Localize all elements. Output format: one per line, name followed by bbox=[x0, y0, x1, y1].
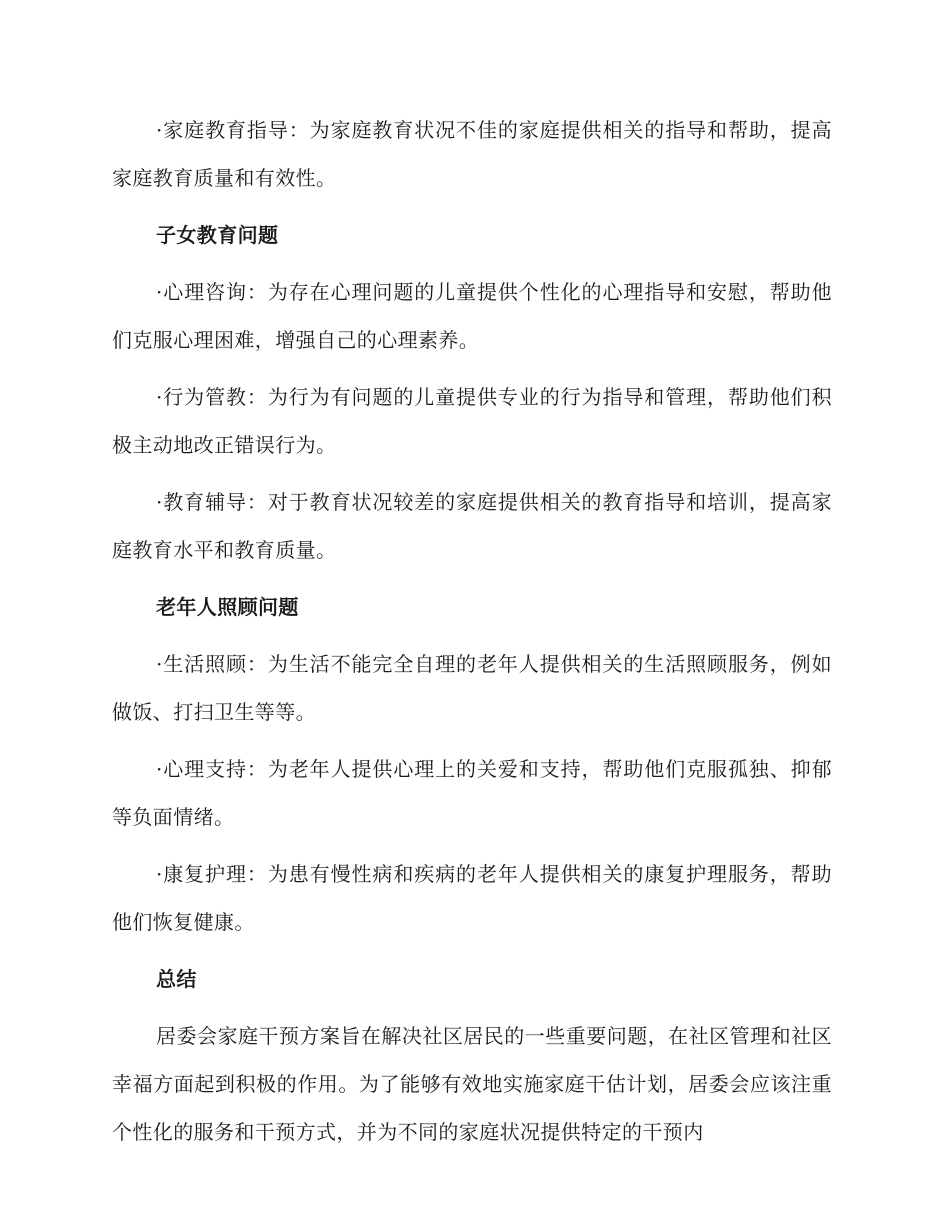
bullet-psychological-counseling: ·心理咨询：为存在心理问题的儿童提供个性化的心理指导和安慰，帮助他们克服心理困难，增强自己的心理素养。 bbox=[112, 280, 832, 352]
summary-paragraph: 居委会家庭干预方案旨在解决社区居民的一些重要问题，在社区管理和社区幸福方面起到积极的作用。为了能够有效地实施家庭干估计划，居委会应该注重个性化的服务和干预方式，并为不同的家庭状况提供特定的干预内 bbox=[112, 1024, 832, 1144]
bullet-behavior-discipline: ·行为管教：为行为有问题的儿童提供专业的行为指导和管理，帮助他们积极主动地改正错误行为。 bbox=[112, 385, 832, 457]
bullet-rehabilitation-nursing: ·康复护理：为患有慢性病和疾病的老年人提供相关的康复护理服务，帮助他们恢复健康。 bbox=[112, 862, 832, 934]
bullet-family-education-guidance: ·家庭教育指导：为家庭教育状况不佳的家庭提供相关的指导和帮助，提高家庭教育质量和有效性。 bbox=[112, 118, 832, 190]
bullet-education-tutoring: ·教育辅导：对于教育状况较差的家庭提供相关的教育指导和培训，提高家庭教育水平和教育质量。 bbox=[112, 490, 832, 562]
section-heading-summary: 总结 bbox=[156, 967, 197, 991]
section-heading-elderly-care: 老年人照顾问题 bbox=[156, 595, 299, 619]
bullet-daily-care: ·生活照顾：为生活不能完全自理的老年人提供相关的生活照顾服务，例如做饭、打扫卫生等等。 bbox=[112, 652, 832, 724]
document-page bbox=[112, 106, 832, 1156]
bullet-psychological-support: ·心理支持：为老年人提供心理上的关爱和支持，帮助他们克服孤独、抑郁等负面情绪。 bbox=[112, 757, 832, 829]
section-heading-child-education: 子女教育问题 bbox=[156, 223, 279, 247]
